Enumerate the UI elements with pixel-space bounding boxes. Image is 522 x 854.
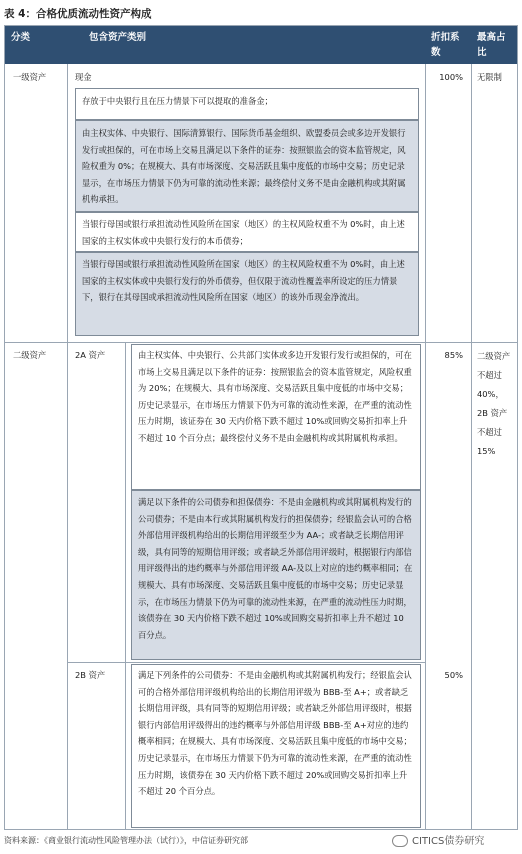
level2a-item-sovereign-securities: 由主权实体、中央银行、公共部门实体或多边开发银行发行或担保的，可在市场上交易且满足以下条件的证券：按照银监会的资本监管规定，风险权重为 20%；在规模大、具有市场深度、交易活跃且集中度低的市场中交易；历史记录显示，在市场压力情景下仍为可靠的流动性来源，在严重的流动性压力时期，该证券在 30 天内价格下跌不超过 10%或回购交易折扣率上升不超过 10 个百分点；最终偿付义务不是由金融机构或其附属机构承担。 — [131, 344, 421, 490]
source-note: 资料来源：《商业银行流动性风险管理办法（试行）》，中信证券研究部 — [4, 836, 248, 845]
level1-item-local-currency-bonds: 当银行母国或银行承担流动性风险所在国家（地区）的主权风险权重不为 0%时，由上述国家的主权实体或中央银行发行的本币债券； — [75, 212, 419, 252]
header-assets: 包含资产类别 — [89, 32, 147, 43]
header-category: 分类 — [11, 32, 31, 43]
level1-cap: 无限制 — [477, 72, 502, 82]
level2a-item-corporate-bonds: 满足以下条件的公司债券和担保债券：不是由金融机构或其附属机构发行的公司债券；不是由本行或其附属机构发行的担保债券；经银监会认可的合格外部信用评级机构给出的长期信用评级至少为 AA-；或者缺乏长期信用评级，具有同等的短期信用评级；或者缺乏外部信用评级时，根据银行内部信用评级得出的违约概率与外部信用评级 AA-及以上对应的违约概率相同；在规模大、具有市场深度、交易活跃且集中度低的市场中交易；历史记录显示，在市场压力情景下仍为可靠的流动性来源，在严重的流动性压力时期，该债券在 30 天内价格下跌不超过 10%或回购交易折扣率上升不超过 10 百分点。 — [131, 490, 421, 660]
level2-label: 二级资产 — [13, 350, 47, 360]
level2a-haircut: 85% — [444, 350, 463, 360]
table-caption: 表 4：合格优质流动性资产构成 — [4, 8, 152, 20]
level2a-label: 2A 资产 — [75, 350, 106, 360]
level1-label: 一级资产 — [13, 72, 47, 82]
header-haircut: 折扣系数 — [431, 32, 460, 58]
liquidity-asset-table — [4, 25, 518, 830]
level1-item-foreign-currency-bonds: 当银行母国或银行承担流动性风险所在国家（地区）的主权风险权重不为 0%时，由上述国家的主权实体或中央银行发行的外币债券，但仅限于流动性覆盖率所设定的压力情景下，银行在其母国或承担流动性风险所在国家（地区）的该外币现金净流出。 — [75, 252, 419, 336]
wechat-icon — [392, 835, 408, 847]
table-header — [5, 26, 517, 64]
level1-item-sovereign-securities: 由主权实体、中央银行、国际清算银行、国际货币基金组织、欧盟委员会或多边开发银行发行或担保的，可在市场上交易且满足以下条件的证券：按照银监会的资本监管规定，风险权重为 0%；在规模大、具有市场深度、交易活跃且集中度低的市场中交易；历史记录显示，在市场压力情景下仍为可靠的流动性来源；最终偿付义务不是由金融机构或其附属机构承担。 — [75, 120, 419, 212]
watermark-text: CITICS债券研究 — [412, 836, 485, 847]
level1-cash: 现金 — [75, 72, 92, 82]
level2-cap: 二级资产不超过 40%，2B 资产不超过 15% — [477, 351, 511, 456]
level2b-haircut: 50% — [444, 670, 463, 680]
level2b-item-corporate-bonds: 满足下列条件的公司债券：不是由金融机构或其附属机构发行；经银监会认可的合格外部信用评级机构给出的长期信用评级为 BBB-至 A+；或者缺乏长期信用评级，具有同等的短期信用评级；或者缺乏外部信用评级时，根据银行内部信用评级得出的违约概率与外部信用评级 BBB-至 A+对应的违约概率相同；在规模大、具有市场深度、交易活跃且集中度低的市场中交易；历史记录显示，在市场压力情景下仍为可靠的流动性来源，在严重的流动性压力时期，该债券在 30 天内价格下跌不超过 20%或回购交易折扣率上升不超过 20 个百分点。 — [131, 664, 421, 828]
level2b-label: 2B 资产 — [75, 670, 106, 680]
watermark — [392, 832, 484, 847]
level1-haircut: 100% — [439, 72, 463, 82]
header-cap: 最高占比 — [477, 32, 506, 58]
level1-item-reserves: 存放于中央银行且在压力情景下可以提取的准备金； — [75, 88, 419, 120]
